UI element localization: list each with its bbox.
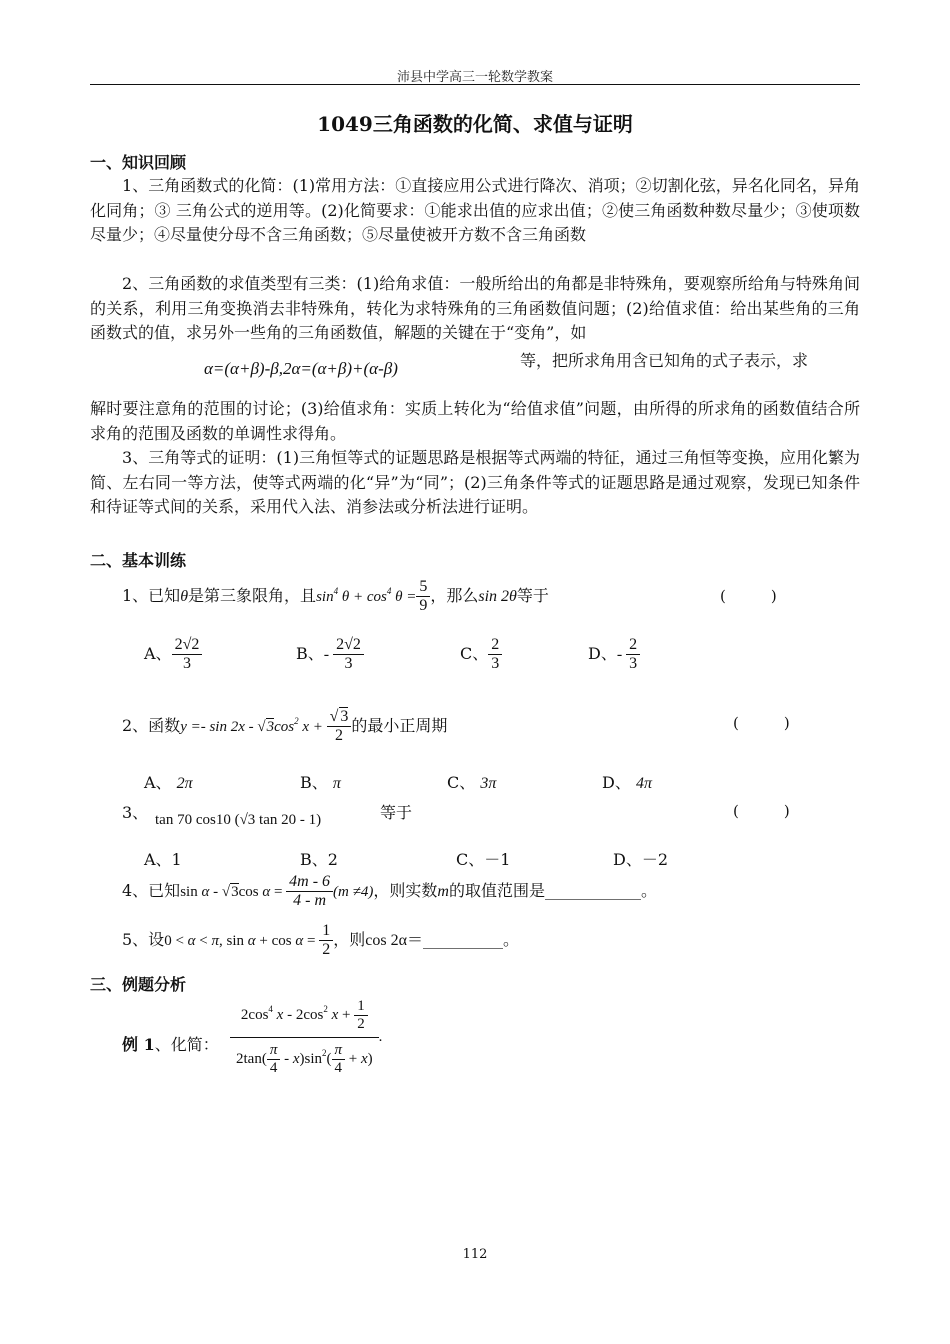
header-divider: [90, 84, 860, 85]
question-5: 5、设0 < α < π, sin α + cos α = $\frac{1}{2}$ ，则cos 2α＝__________。: [122, 922, 519, 958]
question-1-option-d: D、- $\frac{2}{3}$: [588, 636, 640, 673]
section-basic-training: 二、基本训练: [90, 551, 187, 570]
option-d-fraction: $\frac{2}{3}$: [626, 636, 640, 673]
example-1-numerator: $2\cos^4$ x - $2\cos^2$ x + $\frac{1}{2}$: [230, 998, 379, 1038]
question-2-option-c: C、 3π: [447, 773, 497, 792]
question-2-answer-blank: ( ): [733, 714, 790, 732]
question-1-option-c: C、 $\frac{2}{3}$: [460, 636, 502, 673]
question-4: 4、已知sin α - √3cos α = $\frac{4m - 6}{4 - m}$ (m ≠4)，则实数m的取值范围是____________。: [122, 873, 657, 909]
question-2-function: $y =- \sin 2x - √3\cos^2$ x +: [180, 716, 327, 735]
knowledge-paragraph-3: 3、三角等式的证明：(1)三角恒等式的证题思路是根据等式两端的特征，通过三角恒等变换，应用化繁为简、左右同一等方法，使等式两端的化“异”为“同”；(2)三角条件等式的证题思路是通过观察，发现已知条件和待证等式间的关系，采用代入法、消参法或分析法进行证明。: [90, 448, 860, 516]
section-example-analysis: 三、例题分析: [90, 975, 187, 994]
question-3-option-c: C、－1: [456, 850, 511, 869]
knowledge-paragraph-2: [90, 272, 860, 346]
option-b-fraction: $\frac{2√2}{3}$: [333, 636, 364, 673]
knowledge-paragraph-2-end: 解时要注意角的范围的讨论；(3)给值求角：实质上转化为“给值求值”问题，由所得的所求角的函数值结合所求角的范围及函数的单调性求得角。: [90, 399, 860, 443]
question-2-option-b: B、 π: [300, 773, 341, 792]
knowledge-paragraph-1: 1、三角函数式的化简：(1)常用方法：①直接应用公式进行降次、消项；②切割化弦，异名化同名，异角化同角；③ 三角公式的逆用等。(2)化简要求：①能求出值的应求出值；②使三角函数种数尽量少；③使项数尽量少；④尽量使分母不含三角函数；⑤尽量使被开方数不含三角函数: [90, 176, 860, 244]
angle-substitution-formula: α=(α+β)-β,2α=(α+β)+(α-β): [204, 359, 398, 378]
question-2: 2、函数$y =- \sin 2x - √3\cos^2$ x + $\frac{√ 3}{2}$ 的最小正周期: [122, 708, 448, 744]
example-1-expression: $2\cos^4$ x - $2\cos^2$ x + $\frac{1}{2}$ 2tan( $\frac{\pi}{4}$ - $x)\sin^2$( $\frac{\pi}{4}$ + x) .: [230, 998, 382, 1077]
question-1-fraction: $\frac{5}{9}$: [416, 578, 430, 615]
example-1-denominator: 2tan( $\frac{\pi}{4}$ - $x)\sin^2$( $\frac{\pi}{4}$ + x): [236, 1042, 373, 1076]
knowledge-paragraph-2-continuation: 等，把所求角用含已知角的式子表示，求: [520, 351, 809, 370]
question-3-option-a: A、1: [144, 850, 182, 869]
page-title: 1049三角函数的化简、求值与证明: [317, 112, 633, 136]
question-2-option-a: A、 2π: [144, 773, 193, 792]
question-2-option-d: D、 4π: [602, 773, 652, 792]
question-1-answer-blank: ( ): [720, 587, 777, 605]
question-5-condition: 0 < α < π, sin α + cos α =: [164, 933, 320, 949]
knowledge-paragraph-2-text: 2、三角函数的求值类型有三类：(1)给角求值：一般所给出的角都是非特殊角，要观察所给角与特殊角间的关系，利用三角变换消去非特殊角，转化为求特殊角的三角函数值问题；(2)给值求值：给出某些角的三角函数式的值，求另外一些角的三角函数值，解题的关键在于“变角”，如: [90, 274, 860, 342]
question-3-answer-blank: ( ): [733, 802, 790, 820]
option-c-fraction: $\frac{2}{3}$: [488, 636, 502, 673]
section-knowledge-review: 一、知识回顾: [90, 153, 187, 172]
question-3-tail: 等于: [380, 803, 413, 822]
question-1-option-b: B、- $\frac{2√2}{3}$: [296, 636, 364, 673]
option-a-fraction: $\frac{2√2}{3}$: [172, 636, 203, 673]
question-3: 3、: [122, 803, 149, 822]
question-1-option-a: A、 $\frac{2√2}{3}$: [144, 636, 202, 673]
question-1: 1、已知θ是第三象限角，且$\sin^4 \theta + \cos^4 \theta$ = $\frac{5}{9}$ ，那么sin 2θ等于: [122, 578, 549, 614]
question-4-equation: sin α - √3cos α =: [180, 884, 287, 900]
question-2-fraction: $\frac{√ 3}{2}$: [327, 708, 352, 745]
question-5-fraction: $\frac{1}{2}$: [319, 922, 333, 959]
question-1-condition: $\sin^4 \theta + \cos^4 \theta$ =: [316, 586, 417, 605]
question-3-option-d: D、－2: [613, 850, 669, 869]
question-4-fraction: $\frac{4m - 6}{4 - m}$: [286, 873, 333, 910]
page-header: 沛县中学高三一轮数学教案: [396, 70, 553, 85]
page-number: 112: [462, 1247, 488, 1262]
example-1-label: 例 1、化简：: [122, 1035, 219, 1054]
question-3-expression: tan 70 cos10 (√3 tan 20 - 1): [155, 812, 322, 828]
question-3-option-b: B、2: [300, 850, 338, 869]
